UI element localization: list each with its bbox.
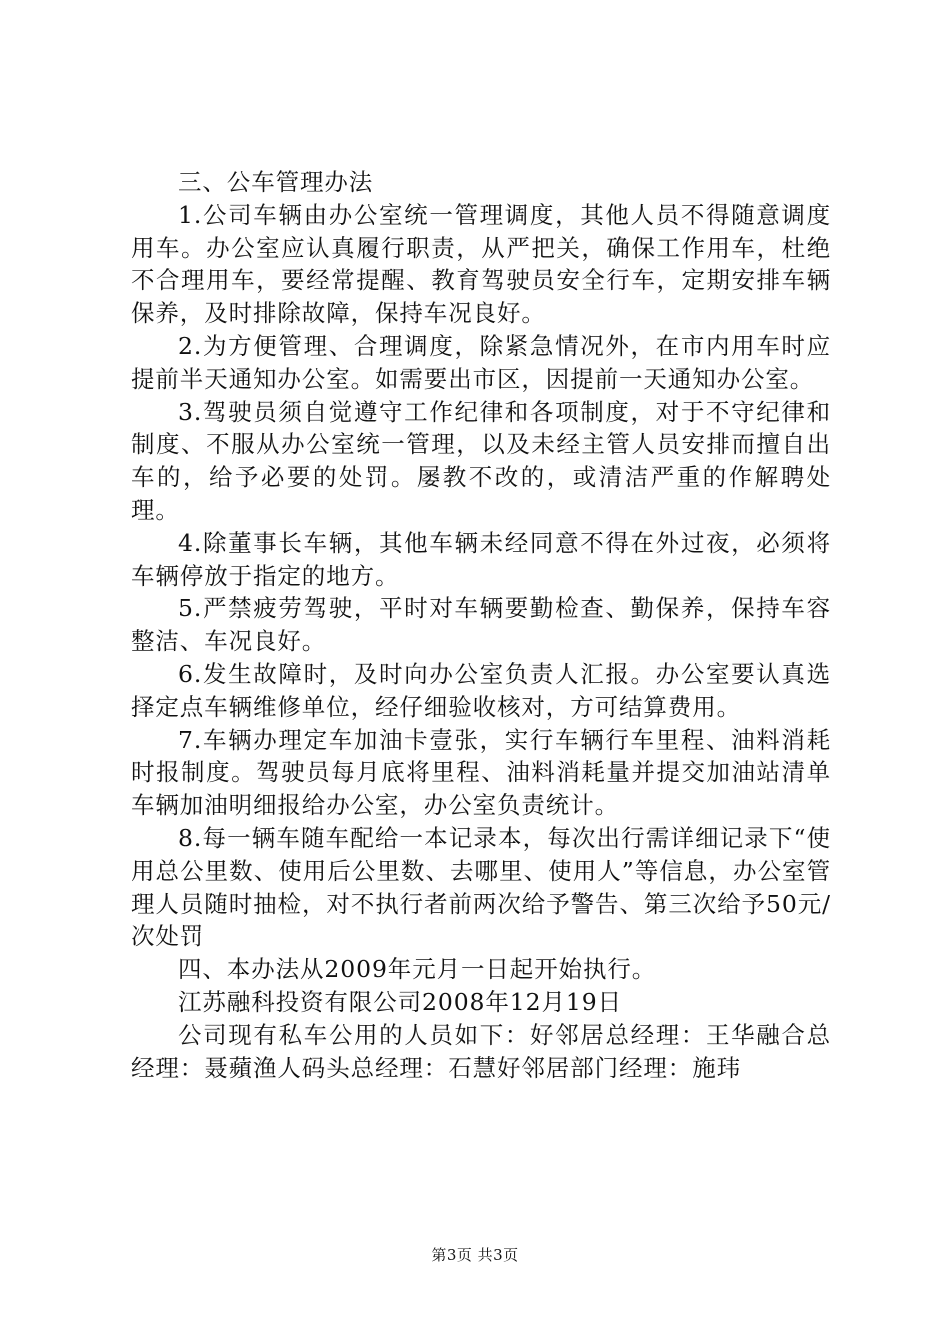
rule-paragraph-5: 5.严禁疲劳驾驶，平时对车辆要勤检查、勤保养，保持车容整洁、车况良好。 [131,594,831,656]
private-car-staff-list: 公司现有私车公用的人员如下：好邻居总经理：王华融合总经理：聂蘋渔人码头总经理：石慧好邻居部门经理：施玮 [131,1020,831,1082]
rule-paragraph-7: 7.车辆办理定车加油卡壹张，实行车辆行车里程、油料消耗时报制度。驾驶员每月底将里程、油料消耗量并提交加油站清单车辆加油明细报给办公室，办公室负责统计。 [131,725,831,820]
rule-paragraph-6: 6.发生故障时，及时向办公室负责人汇报。办公室要认真选择定点车辆维修单位，经仔细验收核对，方可结算费用。 [131,659,831,721]
company-signature-date: 江苏融科投资有限公司2008年12月19日 [178,987,623,1016]
section-heading-effective-date: 四、本办法从2009年元月一日起开始执行。 [178,955,657,984]
rule-paragraph-2: 2.为方便管理、合理调度，除紧急情况外，在市内用车时应提前半天通知办公室。如需要出市区，因提前一天通知办公室。 [131,331,831,393]
rule-paragraph-8: 8.每一辆车随车配给一本记录本，每次出行需详细记录下“使用总公里数、使用后公里数、去哪里、使用人”等信息，办公室管理人员随时抽检，对不执行者前两次给予警告、第三次给予50元/次处罚 [131,823,831,951]
rule-paragraph-1: 1.公司车辆由办公室统一管理调度，其他人员不得随意调度用车。办公室应认真履行职责，从严把关，确保工作用车，杜绝不合理用车，要经常提醒、教育驾驶员安全行车，定期安排车辆保养，及时排除故障，保持车况良好。 [131,200,831,328]
page-number-footer: 第3页 共3页 [431,1246,519,1264]
section-heading-vehicle-management: 三、公车管理办法 [178,168,374,196]
rule-paragraph-4: 4.除董事长车辆，其他车辆未经同意不得在外过夜，必须将车辆停放于指定的地方。 [131,528,831,590]
document-body [131,166,831,1084]
rule-paragraph-3: 3.驾驶员须自觉遵守工作纪律和各项制度，对于不守纪律和制度、不服从办公室统一管理，以及未经主管人员安排而擅自出车的，给予必要的处罚。屡教不改的，或清洁严重的作解聘处理。 [131,397,831,524]
